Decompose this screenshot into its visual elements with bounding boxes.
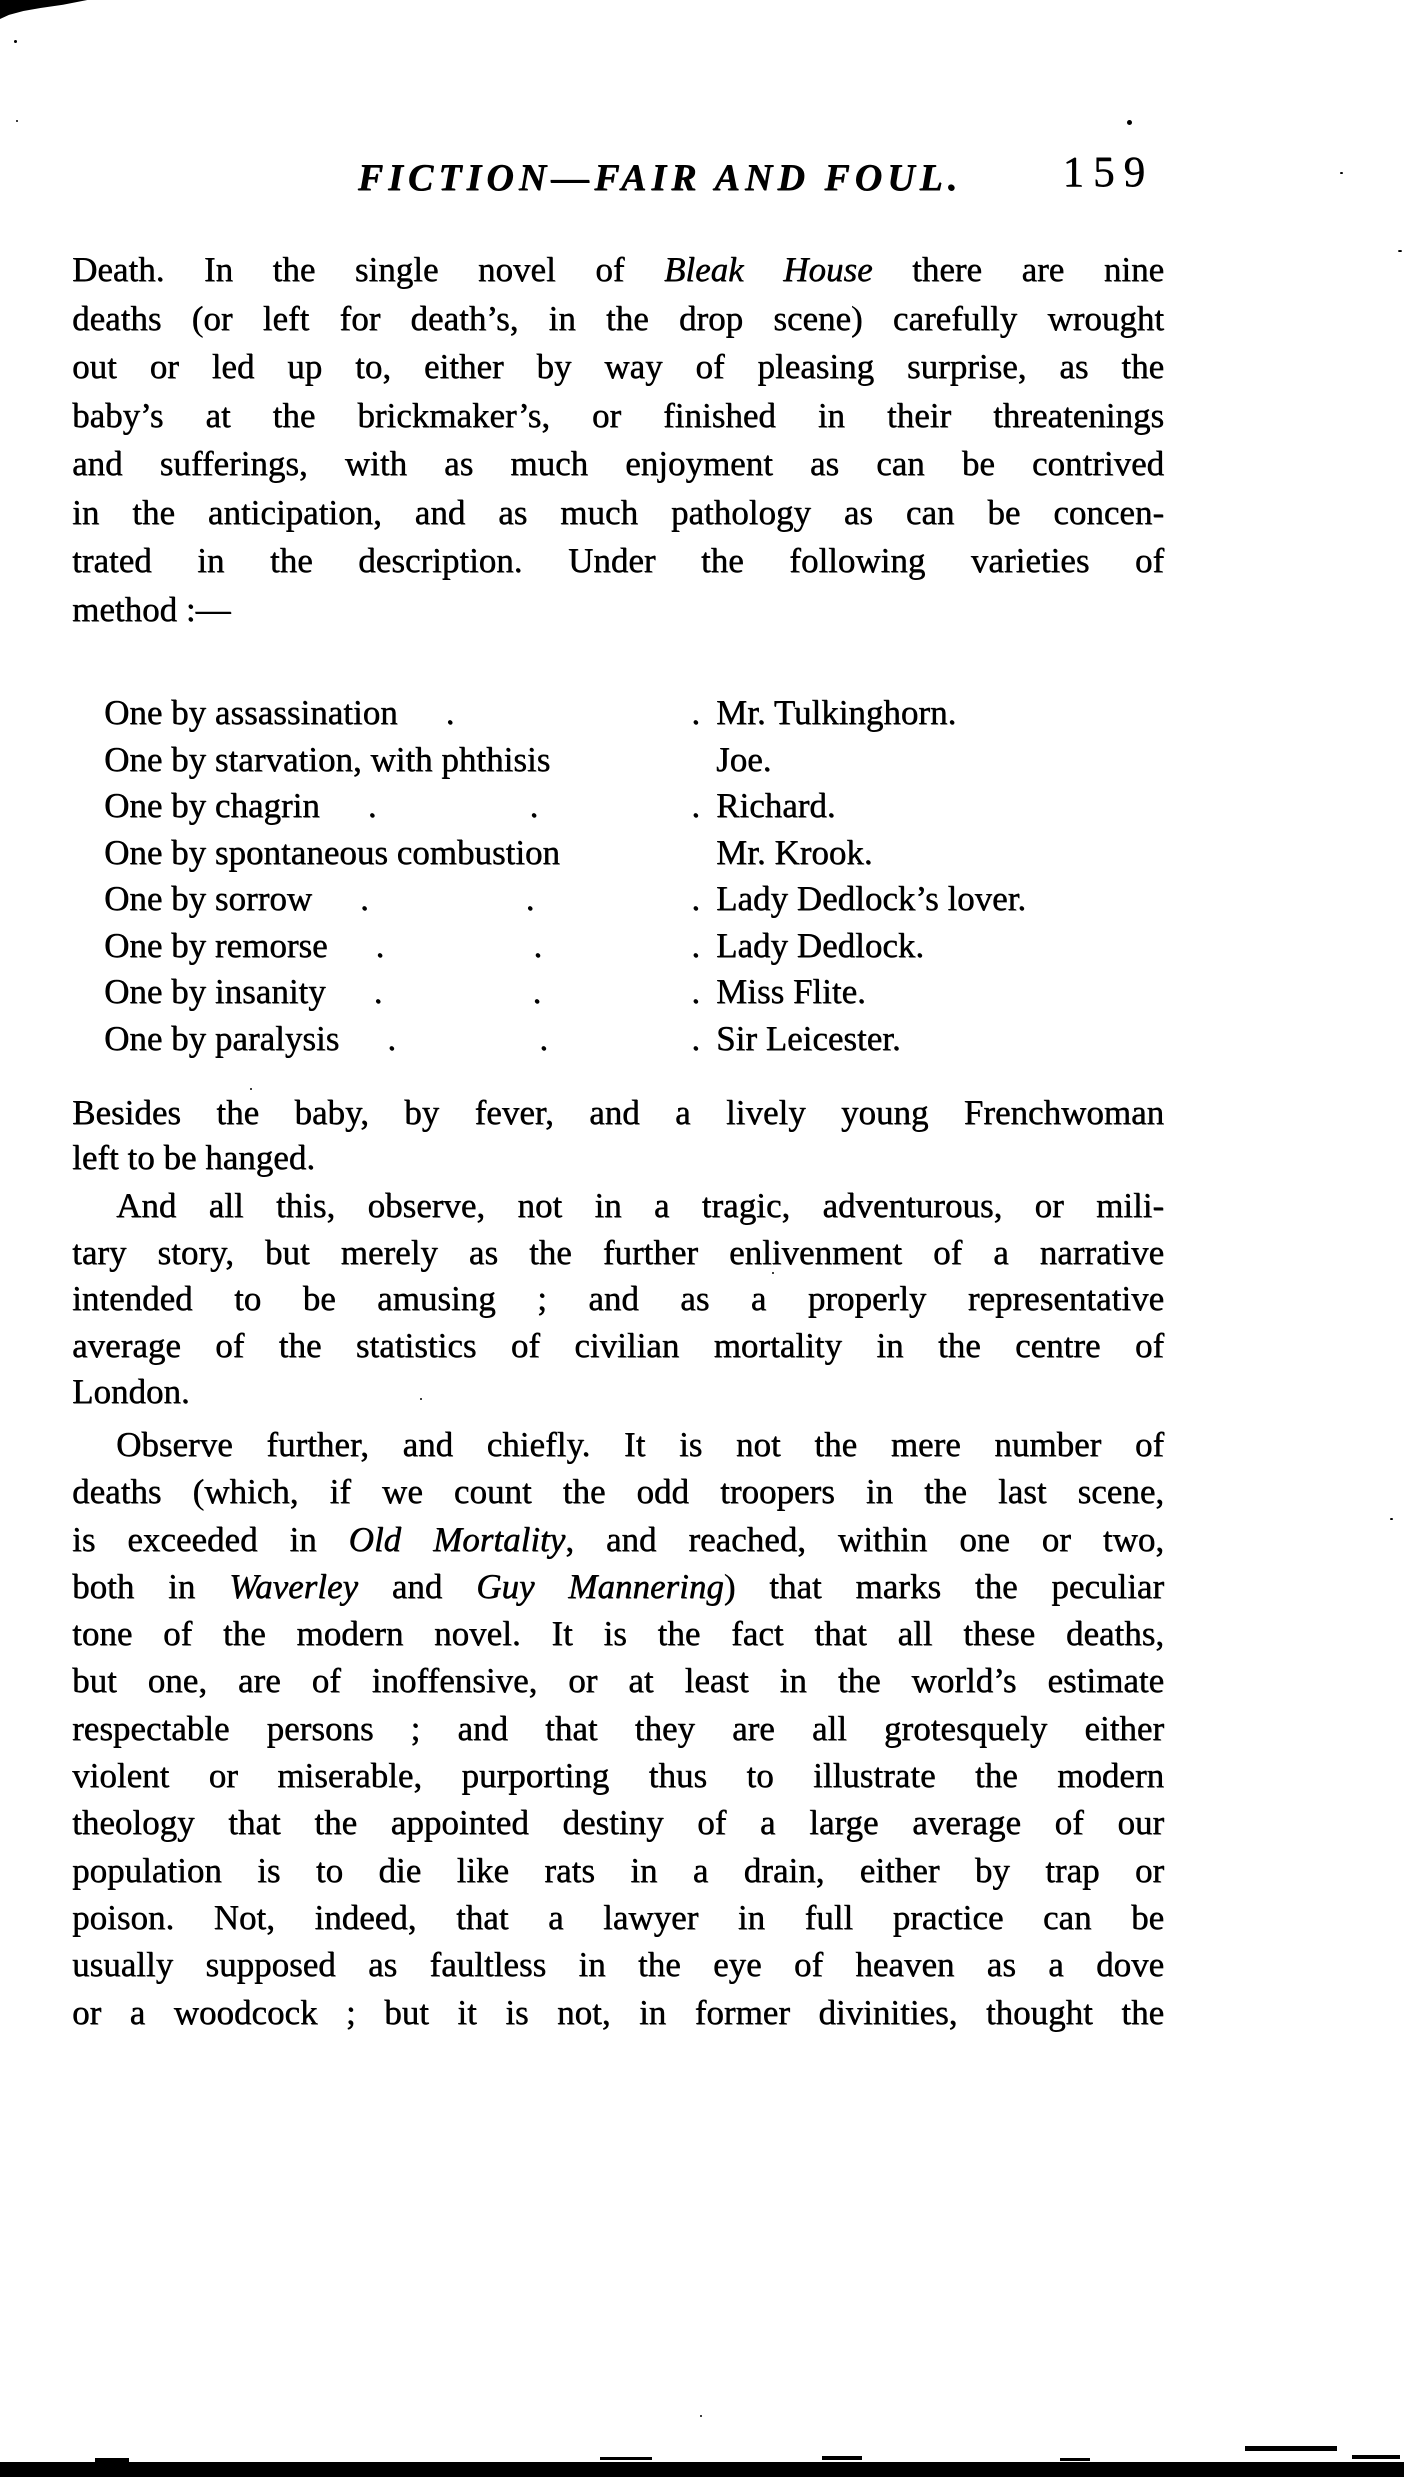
book-title-italic: Guy Mannering [476, 1566, 724, 1606]
text-line: in the anticipation, and as much pathology as can be concen- [72, 492, 1164, 532]
text-line: London. [72, 1372, 190, 1412]
text-line: intended to be amusing ; and as a properly representative [72, 1279, 1164, 1319]
table-row [104, 969, 1162, 1016]
table-row [104, 783, 1162, 830]
character-name: Lady Dedlock. [716, 925, 924, 965]
dot-leader [560, 830, 716, 877]
scan-dash-artifact [1352, 2455, 1400, 2459]
death-cause: One by starvation, with phthisis [104, 739, 551, 779]
dot-leader: . . . [360, 879, 700, 918]
text-segment: and [357, 1566, 477, 1606]
text-line: average of the statistics of civilian mortality in the centre of [72, 1325, 1164, 1365]
table-row [104, 1016, 1162, 1063]
text-line: tary story, but merely as the further enlivenment of a narrative [72, 1232, 1164, 1272]
paragraph-besides-the-baby [72, 1090, 1164, 1180]
text-segment: is exceeded in [72, 1519, 349, 1559]
death-cause: One by chagrin [104, 786, 320, 825]
text-segment: Death. In the single novel of [72, 250, 664, 289]
death-cause: One by spontaneous combustion [104, 832, 560, 872]
death-cause: One by assassination [104, 693, 398, 732]
death-cause: One by remorse [104, 925, 328, 965]
book-title-italic: Old Mortality [348, 1519, 566, 1559]
text-line: population is to die like rats in a drain, either by trap or [72, 1850, 1164, 1890]
paragraph-death-bleak-house [72, 246, 1164, 634]
dot-leader: . . . [367, 786, 700, 825]
text-line: tone of the modern novel. It is the fact that all these deaths, [72, 1614, 1164, 1654]
scan-bottom-bar-artifact [0, 2462, 1404, 2477]
character-name: Richard. [716, 786, 836, 825]
page-number: 159 [1062, 149, 1154, 196]
text-line: baby’s at the brickmaker’s, or finished in their threatenings [72, 395, 1164, 435]
text-line: poison. Not, indeed, that a lawyer in full practice can be [72, 1897, 1164, 1937]
scan-speck [700, 2415, 702, 2417]
scan-speck [14, 40, 17, 43]
text-line: respectable persons ; and that they are all grotesquely either [72, 1708, 1164, 1748]
scan-speck [1398, 250, 1402, 252]
scan-corner-artifact [0, 0, 90, 19]
dot-leader: . . . [373, 972, 700, 1011]
text-segment: , and reached, within one or two, [565, 1519, 1164, 1559]
scan-speck [16, 120, 18, 122]
scan-speck [1390, 1518, 1393, 1520]
scan-dash-artifact [95, 2458, 129, 2462]
dot-leader: . . . [375, 925, 700, 965]
scan-dash-artifact [1060, 2458, 1090, 2461]
text-line: Observe further, and chiefly. It is not the mere number of [116, 1425, 1164, 1464]
dot-leader: . . . [387, 1018, 700, 1058]
text-segment: ) that marks the peculiar [723, 1566, 1164, 1606]
dot-leader [550, 737, 716, 784]
table-row [104, 876, 1162, 923]
dot-leader: . . [445, 693, 700, 732]
text-segment: there are nine [872, 250, 1164, 289]
death-cause: One by paralysis [104, 1018, 340, 1058]
chapter-title: FICTION—FAIR AND FOUL. [357, 157, 963, 199]
book-title-italic: Bleak House [663, 250, 873, 289]
text-line: And all this, observe, not in a tragic, adventurous, or mili- [116, 1186, 1164, 1225]
scan-speck [1340, 172, 1343, 174]
character-name: Joe. [716, 739, 772, 779]
text-line: theology that the appointed destiny of a large average of our [72, 1803, 1164, 1843]
deaths-methods-table [104, 690, 1162, 1062]
text-line: violent or miserable, purporting thus to illustrate the modern [72, 1756, 1164, 1796]
paragraph-observe-further [72, 1421, 1164, 2036]
scan-dash-artifact [600, 2457, 652, 2460]
table-row [104, 830, 1162, 877]
text-line [72, 246, 1164, 295]
table-row [104, 690, 1162, 737]
text-line: Besides the baby, by fever, and a lively young Frenchwoman [72, 1093, 1164, 1132]
text-line: deaths (or left for death’s, in the drop scene) carefully wrought [72, 298, 1164, 338]
text-line: and sufferings, with as much enjoyment as can be contrived [72, 444, 1164, 483]
text-segment: both in [72, 1566, 230, 1606]
character-name: Sir Leicester. [716, 1018, 901, 1058]
scan-dash-artifact [822, 2456, 862, 2460]
text-line: trated in the description. Under the following varieties of [72, 541, 1164, 580]
text-line: deaths (which, if we count the odd troopers in the last scene, [72, 1472, 1164, 1512]
character-name: Miss Flite. [716, 972, 866, 1011]
table-row [104, 737, 1162, 784]
death-cause: One by sorrow [104, 879, 313, 918]
text-line: method :— [72, 589, 231, 629]
text-line: or a woodcock ; but it is not, in former divinities, thought the [72, 1992, 1164, 2032]
text-line: left to be hanged. [72, 1138, 315, 1177]
running-head [72, 149, 1164, 216]
paragraph-and-all-this [72, 1183, 1164, 1416]
death-cause: One by insanity [104, 972, 326, 1011]
text-line: but one, are of inoffensive, or at least in the world’s estimate [72, 1661, 1164, 1701]
text-line: usually supposed as faultless in the eye of heaven as a dove [72, 1945, 1164, 1985]
character-name: Lady Dedlock’s lover. [716, 879, 1027, 918]
text-line [72, 1516, 1164, 1563]
text-line: out or led up to, either by way of pleasing surprise, as the [72, 347, 1164, 386]
character-name: Mr. Tulkinghorn. [716, 693, 957, 732]
scan-speck [1127, 120, 1132, 125]
character-name: Mr. Krook. [716, 832, 873, 872]
scan-dash-artifact [1245, 2446, 1337, 2451]
book-title-italic: Waverley [229, 1566, 358, 1606]
text-line [72, 1563, 1164, 1610]
table-row [104, 923, 1162, 970]
